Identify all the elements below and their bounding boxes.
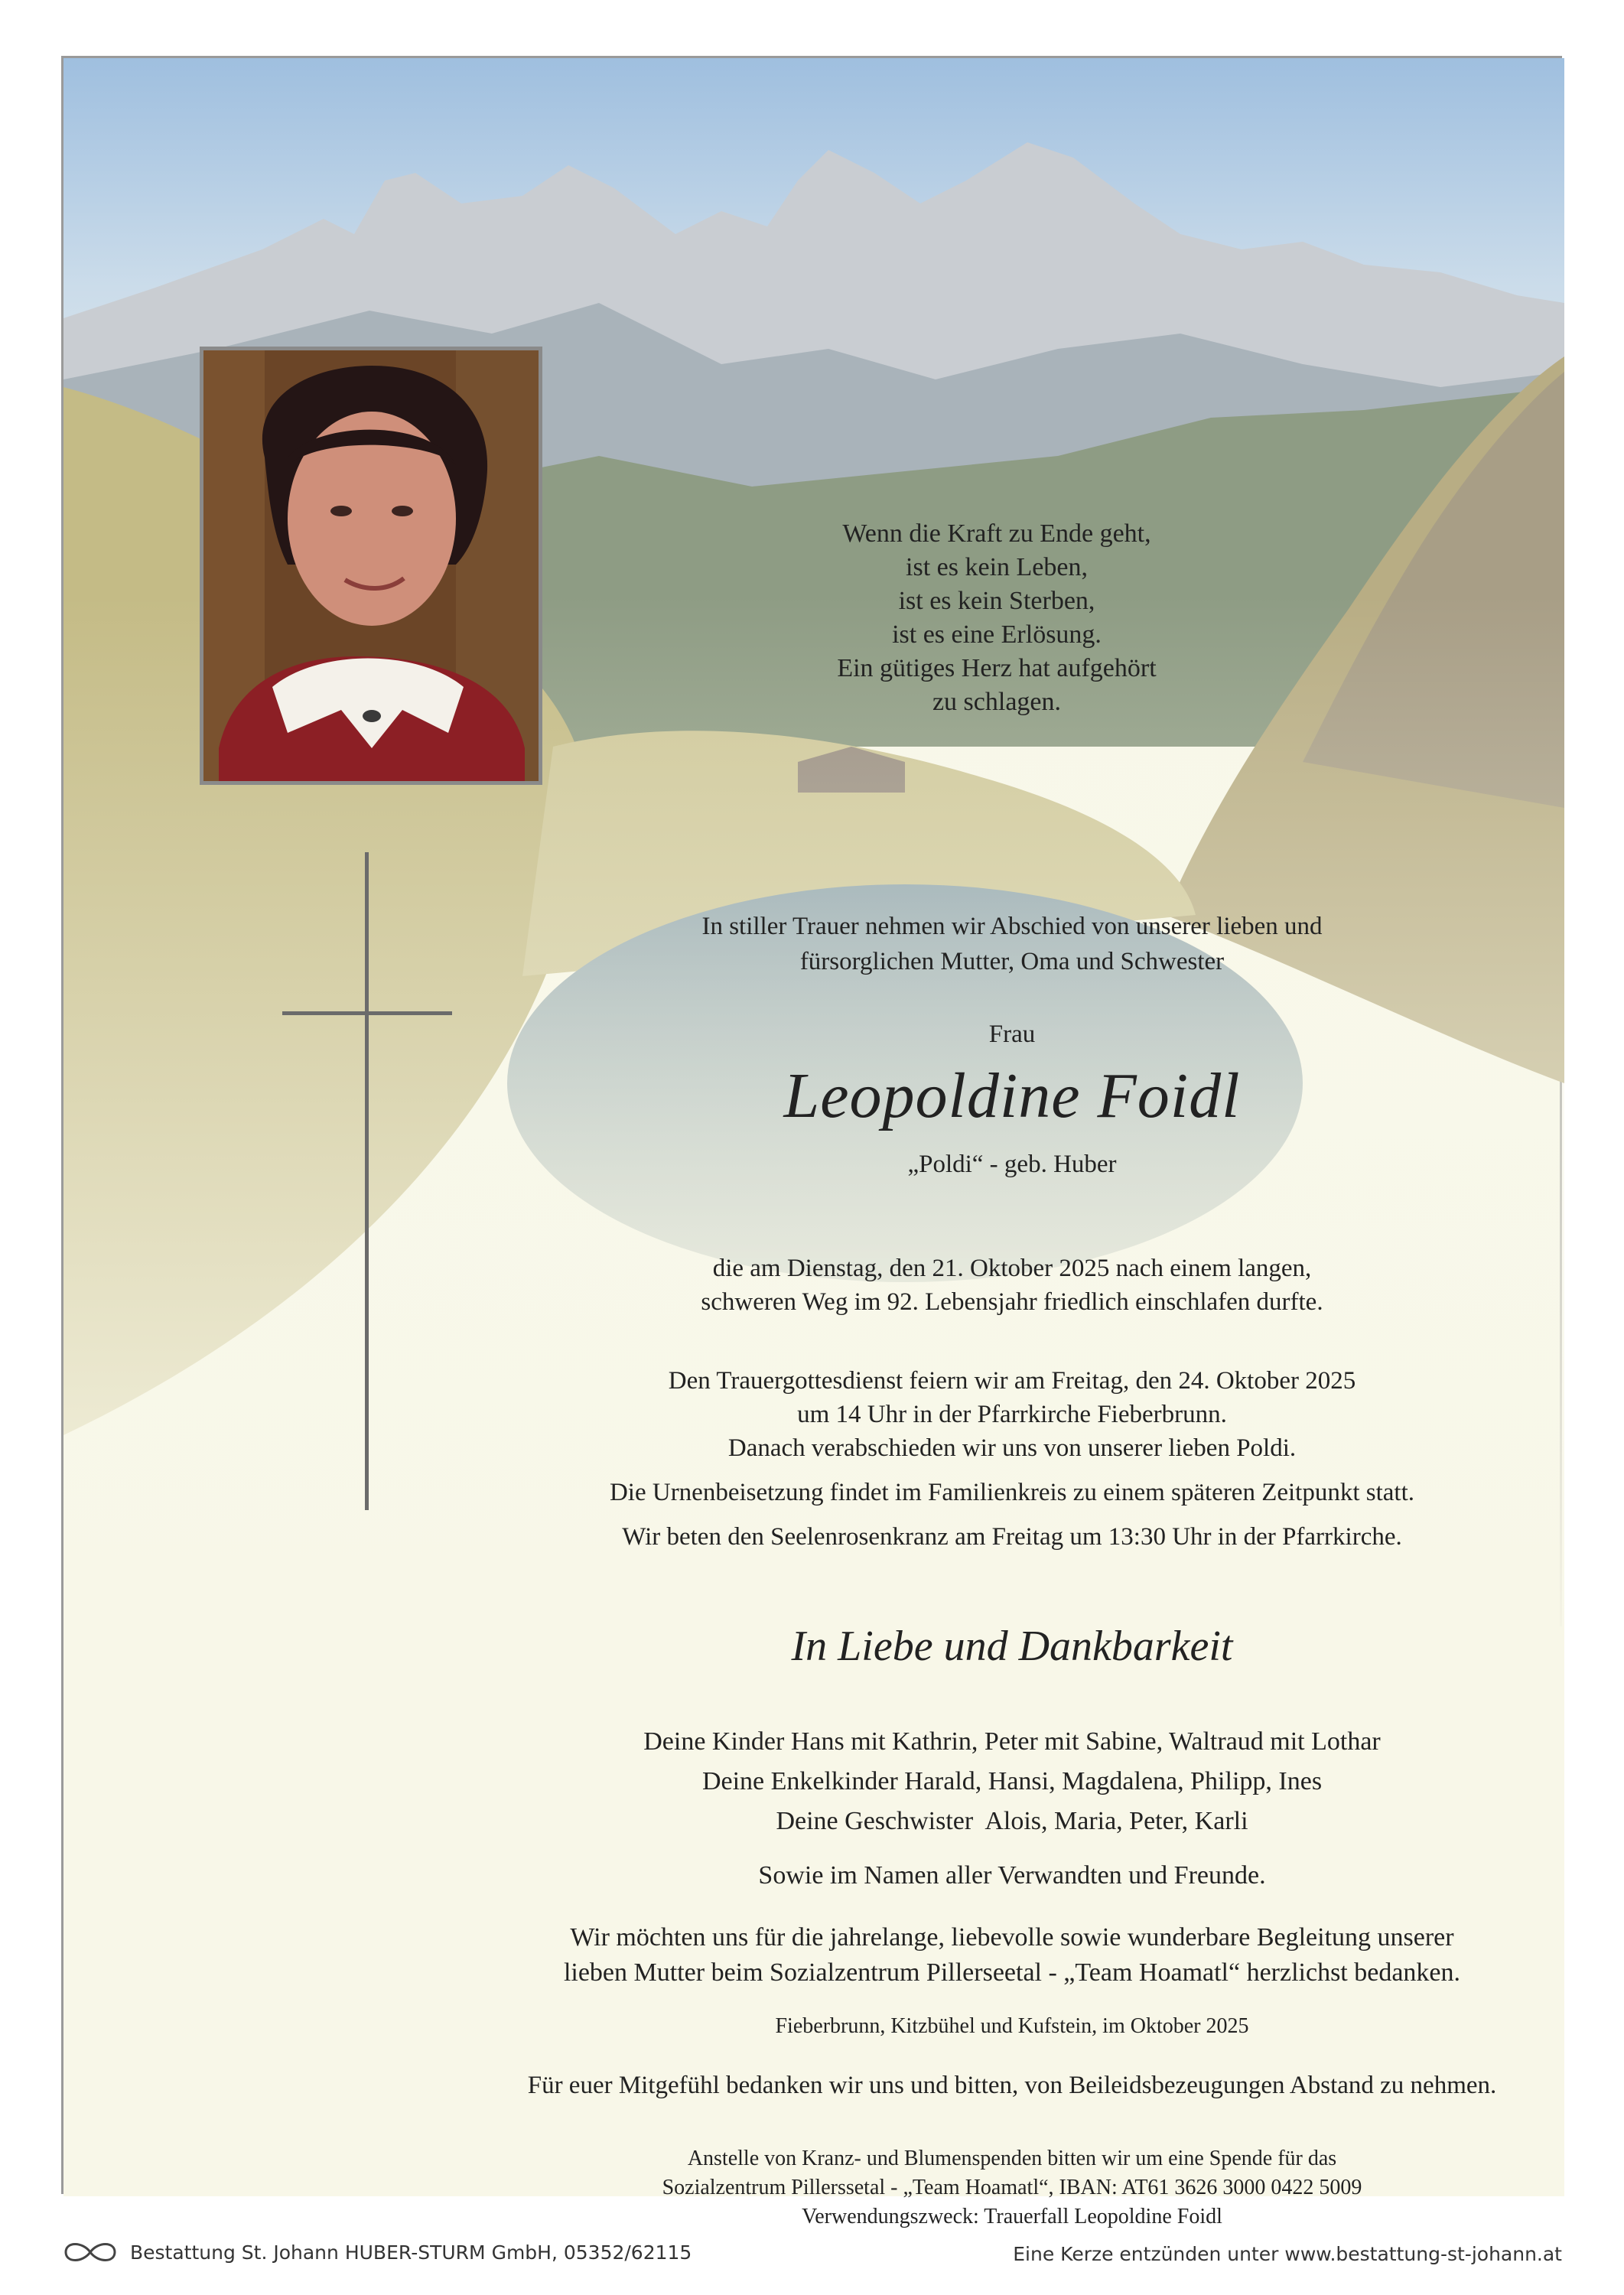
service-line: Die Urnenbeisetzung findet im Familienkreis zu einem späteren Zeitpunkt statt. — [609, 1479, 1415, 1506]
donation-line: Sozialzentrum Pillerssetal - „Team Hoamatl“, IBAN: AT61 3626 3000 0422 5009 — [662, 2176, 1362, 2199]
service-line: um 14 Uhr in der Pfarrkirche Fieberbrunn. — [797, 1401, 1227, 1428]
thanks-heading: In Liebe und Dankbarkeit — [791, 1623, 1233, 1670]
service-line: Danach verabschieden wir uns von unserer lieben Poldi. — [727, 1434, 1297, 1462]
deceased-name: Leopoldine Foidl — [783, 1060, 1241, 1131]
service-line: Den Trauergottesdienst feiern wir am Freitag, den 24. Oktober 2025 — [668, 1367, 1356, 1395]
funeral-service-info — [446, 1364, 1578, 1554]
family-line: Deine Kinder Hans mit Kathrin, Peter mit Sabine, Waltraud mit Lothar — [643, 1727, 1381, 1756]
family-line: Deine Enkelkinder Harald, Hansi, Magdalena, Philipp, Ines — [701, 1767, 1323, 1795]
family-list — [431, 1722, 1593, 1841]
footer-company-text: Bestattung St. Johann HUBER-STURM GmbH, 05352/62115 — [130, 2241, 692, 2264]
mourning-intro — [522, 909, 1502, 979]
poem-line: Wenn die Kraft zu Ende geht, — [842, 519, 1151, 548]
gratitude-line: Wir möchten uns für die jahrelange, liebevolle sowie wunderbare Begleitung unserer — [570, 1923, 1454, 1952]
poem — [737, 517, 1257, 719]
intro-line: In stiller Trauer nehmen wir Abschied von unserer lieben und — [701, 913, 1323, 940]
service-line: Wir beten den Seelenrosenkranz am Freitag um 13:30 Uhr in der Pfarrkirche. — [622, 1523, 1402, 1551]
poem-line: Ein gütiges Herz hat aufgehört — [837, 654, 1157, 682]
condolence-request: Für euer Mitgefühl bedanken wir uns und bitten, von Beileidsbezeugungen Abstand zu nehmen. — [527, 2072, 1497, 2099]
death-line: die am Dienstag, den 21. Oktober 2025 nach einem langen, — [712, 1255, 1312, 1282]
gratitude-line: lieben Mutter beim Sozialzentrum Pillerseetal - „Team Hoamatl“ herzlichst bedanken. — [563, 1958, 1461, 1987]
donation-line: Verwendungszweck: Trauerfall Leopoldine Foidl — [802, 2205, 1222, 2228]
gratitude-note — [400, 1920, 1624, 1991]
poem-line: ist es kein Leben, — [906, 553, 1088, 581]
intro-line: fürsorglichen Mutter, Oma und Schwester — [799, 948, 1225, 975]
family-line: Deine Geschwister Alois, Maria, Peter, Karli — [776, 1807, 1248, 1835]
poem-line: ist es eine Erlösung. — [892, 620, 1102, 649]
donation-line: Anstelle von Kranz- und Blumenspenden bitten wir um eine Spende für das — [687, 2147, 1337, 2170]
infinity-logo-icon — [61, 2238, 119, 2266]
footer — [61, 2234, 1562, 2272]
nickname-maiden-name: „Poldi“ - geb. Huber — [907, 1151, 1117, 1178]
salutation: Frau — [988, 1021, 1036, 1048]
place-date: Fieberbrunn, Kitzbühel und Kufstein, im Oktober 2025 — [775, 2014, 1249, 2038]
footer-candle-link[interactable]: Eine Kerze entzünden unter www.bestattung-st-johann.at — [1013, 2243, 1562, 2265]
footer-company — [61, 2238, 692, 2266]
death-line: schweren Weg im 92. Lebensjahr friedlich einschlafen durfte. — [701, 1288, 1323, 1316]
closing-line: Sowie im Namen aller Verwandten und Freunde. — [758, 1861, 1266, 1890]
obituary-card — [61, 56, 1562, 2228]
poem-line: ist es kein Sterben, — [898, 587, 1095, 615]
poem-line: zu schlagen. — [932, 688, 1062, 716]
death-notice — [492, 1252, 1532, 1319]
donation-request — [461, 2144, 1563, 2232]
